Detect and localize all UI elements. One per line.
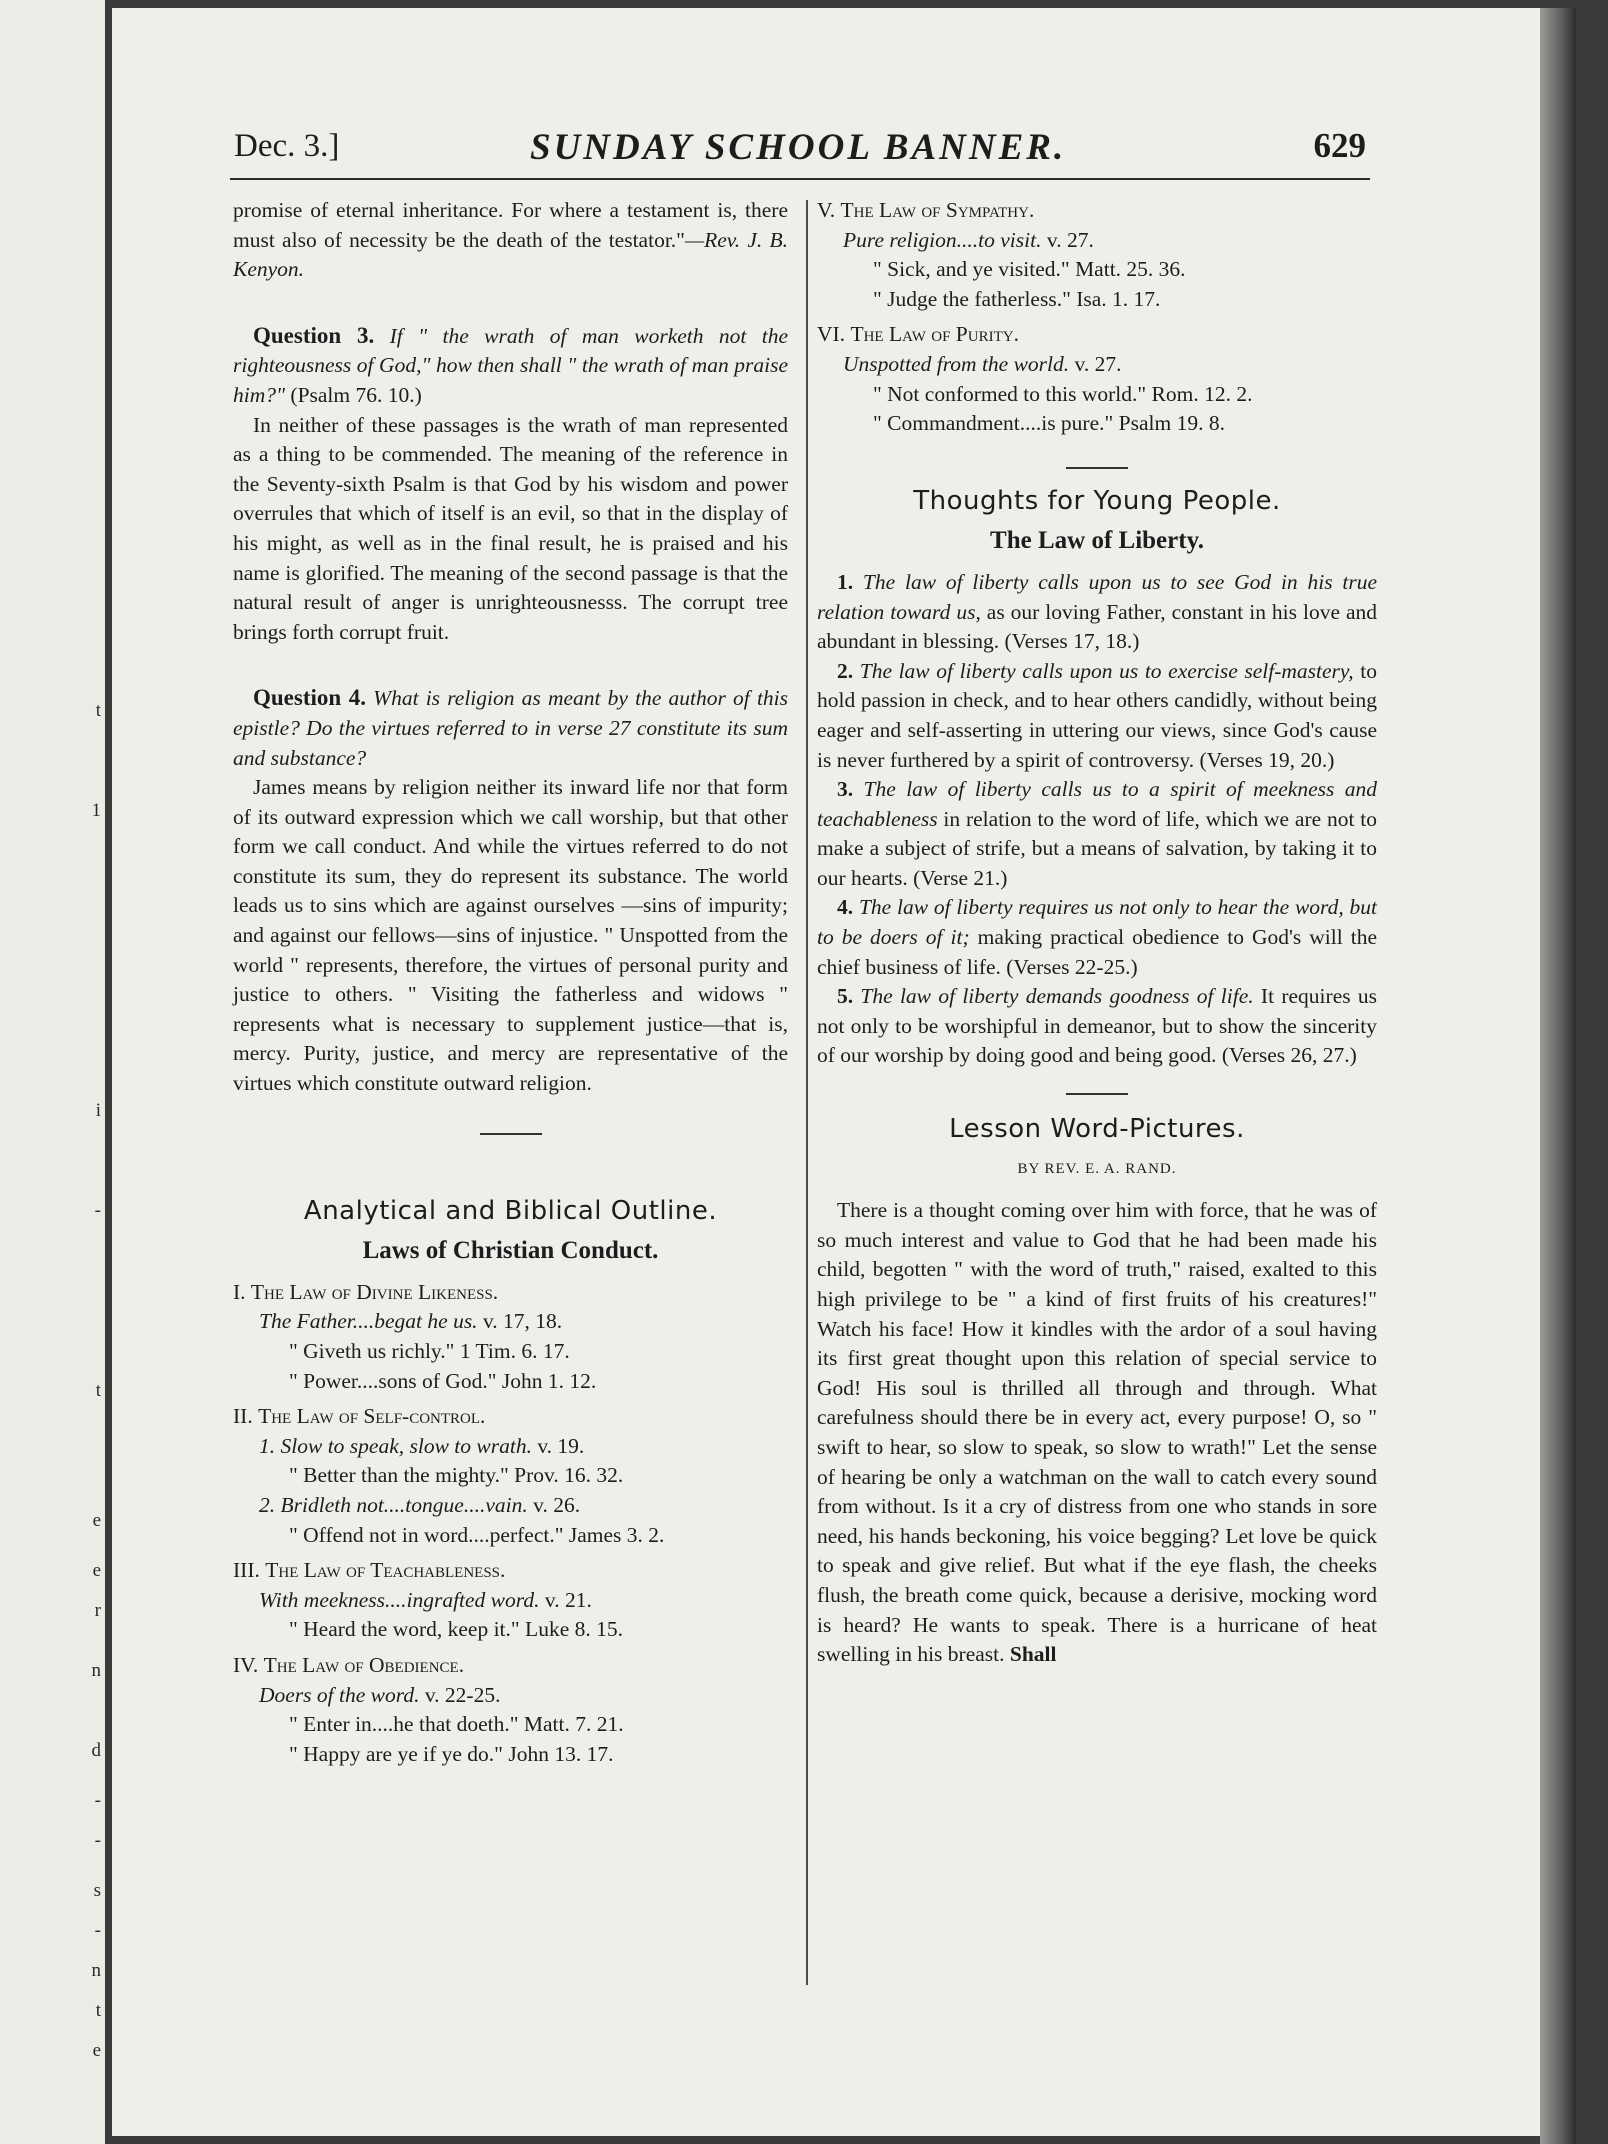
outline-law-name: The Law of Sympathy.	[840, 198, 1035, 222]
margin-character: e	[92, 1510, 101, 1531]
outline-roman-numeral: VI.	[817, 322, 846, 347]
outline-item-text: " Better than the mighty." Prov. 16. 32.	[289, 1463, 624, 1488]
outline-item	[233, 1307, 788, 1337]
thought-italic-text: The law of liberty requires us not only to hear the word, but to be doers of it;	[817, 895, 1378, 950]
outline-list	[233, 1278, 788, 1776]
thought-italic-text: The law of liberty calls upon us to exercise self-mastery,	[859, 658, 1354, 683]
thought-item	[817, 657, 1377, 775]
question-4-text: What is religion as meant by the author of this epistle? Do the virtues referred to in verse 27 constitute its sum and substance?	[233, 686, 789, 770]
thoughts-list	[817, 568, 1377, 1071]
outline-item-text: " Sick, and ye visited." Matt. 25. 36.	[873, 257, 1186, 282]
question-3-text: If " the wrath of man worketh not the righteousness of God," how then shall " the wrath of man praise him?"	[233, 323, 789, 407]
lesson-paragraph	[817, 1196, 1377, 1670]
outline-subtitle: Laws of Christian Conduct.	[362, 1237, 659, 1265]
thought-number: 4.	[837, 895, 854, 920]
thought-number: 3.	[837, 777, 854, 802]
header-title: SUNDAY SCHOOL BANNER.	[530, 127, 1067, 168]
outline-item	[233, 1521, 788, 1551]
thought-item	[817, 982, 1377, 1071]
intro-text: promise of eternal inheritance. For where a testament is, there must also of necessity be the death of the testator."	[233, 198, 788, 252]
outline-law-name: The Law of Self-control.	[258, 1404, 486, 1429]
outline-law-heading	[817, 196, 1377, 226]
outline-law-name: The Law of Obedience.	[263, 1652, 465, 1677]
intro-author: —Rev. J. B. Kenyon.	[233, 227, 788, 282]
outline-item-ref: v. 27.	[1041, 227, 1094, 252]
outline-list-continued	[817, 196, 1377, 445]
outline-law-heading	[233, 1651, 788, 1681]
outline-item-text: " Heard the word, keep it." Luke 8. 15.	[289, 1617, 623, 1642]
header-date: Dec. 3.]	[234, 128, 340, 164]
section-divider	[1066, 1093, 1128, 1095]
outline-item-text: " Power....sons of God." John 1. 12.	[289, 1368, 597, 1393]
margin-character: -	[94, 1790, 101, 1811]
header-rule	[230, 178, 1370, 180]
outline-title: Analytical and Biblical Outline.	[303, 1195, 718, 1226]
margin-character: -	[94, 1200, 101, 1221]
outline-item	[233, 1432, 788, 1462]
thought-rest-text: to hold passion in check, and to hear others candidly, without being eager and self-asserting in uttering our views, since God's cause is never furthered by a spirit of controversy. (Verses 19, 20.)	[817, 658, 1377, 772]
outline-law-heading	[817, 320, 1377, 350]
outline-item	[817, 409, 1377, 439]
thought-italic-text: The law of liberty calls upon us to see God in his true relation toward us,	[817, 569, 1377, 624]
outline-item-ref: v. 22-25.	[419, 1682, 501, 1707]
running-header	[230, 120, 1370, 180]
lesson-end-word: Shall	[1009, 1642, 1057, 1667]
margin-character: -	[94, 1830, 101, 1851]
margin-character: n	[91, 1960, 101, 1981]
question-3-answer: In neither of these passages is the wrath of man represented as a thing to be commended. The meaning of the reference in the Seventy-sixth Psalm is that God by his wisdom and power overrules that which of itself is an evil, so that in the display of his might, as well as in the final result, he is praised and his name is glorified. The meaning of the second passage is that the natural result of anger is unrighteousnesss. The corrupt tree brings forth corrupt fruit.	[233, 412, 788, 644]
outline-item	[233, 1461, 788, 1491]
outline-item	[817, 226, 1377, 256]
section-divider	[1066, 467, 1128, 469]
thought-item	[817, 775, 1377, 893]
outline-item	[233, 1710, 788, 1740]
thought-rest-text: in relation to the word of life, which we are not to make a subject of strife, but a means of salvation, by taking it to our hearts. (Verse 21.)	[817, 806, 1377, 890]
outline-law-heading	[233, 1402, 788, 1432]
outline-item-text: " Commandment....is pure." Psalm 19. 8.	[873, 411, 1225, 436]
thought-number: 5.	[837, 984, 854, 1009]
outline-item	[233, 1367, 788, 1397]
thought-number: 2.	[837, 658, 854, 683]
outline-item	[817, 380, 1377, 410]
page-number: 629	[1313, 126, 1366, 165]
outline-law-name: The Law of Purity.	[850, 322, 1019, 347]
question-4-label: Question 4.	[253, 685, 366, 711]
margin-character: r	[94, 1600, 101, 1621]
thought-rest-text: as our loving Father, constant in his love and abundant in blessing. (Verses 17, 18.)	[817, 599, 1377, 654]
outline-item	[817, 255, 1377, 285]
outline-item-text: Unspotted from the world.	[843, 351, 1070, 376]
left-column	[233, 196, 788, 1775]
outline-roman-numeral: I.	[233, 1279, 246, 1304]
margin-character: t	[95, 1380, 101, 1401]
question-3	[233, 321, 788, 411]
margin-character: -	[94, 1920, 101, 1941]
outline-roman-numeral: V.	[817, 198, 836, 222]
margin-character: n	[91, 1660, 101, 1681]
outline-law-heading	[233, 1278, 788, 1308]
margin-character: i	[95, 1100, 101, 1121]
column-rule	[806, 200, 808, 1985]
outline-item-ref: v. 19.	[531, 1433, 585, 1458]
outline-item	[233, 1681, 788, 1711]
outline-item-text: The Father....begat he us.	[259, 1309, 478, 1334]
outline-law-name: The Law of Divine Likeness.	[250, 1279, 499, 1304]
outline-item-text: " Offend not in word....perfect." James 3. 2.	[289, 1522, 665, 1547]
section-divider	[480, 1133, 542, 1135]
thought-italic-text: The law of liberty demands goodness of life.	[860, 984, 1254, 1009]
margin-character: t	[95, 2000, 101, 2021]
thought-number: 1.	[837, 569, 854, 594]
intro-paragraph	[233, 196, 788, 285]
thought-rest-text: making practical obedience to God's will the chief business of life. (Verses 22-25.)	[817, 925, 1377, 979]
outline-item-text: 1. Slow to speak, slow to wrath.	[259, 1433, 532, 1458]
thought-italic-text: The law of liberty calls us to a spirit of meekness and teachableness	[817, 777, 1378, 831]
question-4	[233, 683, 788, 773]
margin-character: t	[95, 700, 101, 721]
margin-character: 1	[91, 800, 101, 821]
margin-character: e	[92, 2040, 101, 2061]
outline-item-ref: v. 27.	[1069, 351, 1122, 376]
outline-item	[233, 1491, 788, 1521]
outline-item-ref: v. 26.	[527, 1492, 581, 1517]
outline-law-name: The Law of Teachableness.	[265, 1558, 506, 1583]
outline-item	[817, 350, 1377, 380]
lesson-text: There is a thought coming over him with force, that he was of so much interest and value to God that he had been made his child, begotten " with the word of truth," raised, exalted to this high privilege to be " a kind of first fruits of his creatures!" Watch his face! How it kindles with the ardor of a soul having its first great thought upon this relation of special service to God! His soul is thrilled all through and through. What carefulness should there be in every act, every purpose! O, so " swift to hear, so slow to speak, so slow to wrath!" Let the sense of hearing be only a watchman on the wall to catch every sound from without. Is it a cry of distress from one who stands in sore need, his hands beckoning, his voice begging? Let love be quick to speak and give relief. But what if the eye flash, the cheeks flush, the breath come quick, because a derisive, mocking word is heard? He wants to speak. There is a hurricane of heat swelling in his breast.	[817, 1198, 1377, 1667]
thought-item	[817, 568, 1377, 657]
outline-roman-numeral: III.	[233, 1558, 260, 1583]
outline-item-ref: v. 21.	[539, 1587, 592, 1612]
outline-roman-numeral: IV.	[233, 1652, 259, 1677]
lesson-title: Lesson Word-Pictures.	[949, 1114, 1245, 1145]
outline-item-text: " Happy are ye if ye do." John 13. 17.	[289, 1741, 614, 1766]
outline-item	[233, 1337, 788, 1367]
outline-item	[233, 1615, 788, 1645]
adjacent-page-sliver	[0, 0, 105, 2144]
question-3-label: Question 3.	[253, 322, 375, 348]
question-3-ref: (Psalm 76. 10.)	[290, 382, 422, 407]
outline-item-text: 2. Bridleth not....tongue....vain.	[259, 1492, 528, 1517]
outline-item-text: " Giveth us richly." 1 Tim. 6. 17.	[289, 1339, 570, 1363]
thoughts-title: Thoughts for Young People.	[913, 485, 1281, 516]
outline-item-text: Doers of the word.	[259, 1682, 420, 1707]
outline-item-text: Pure religion....to visit.	[843, 227, 1042, 252]
thoughts-subtitle: The Law of Liberty.	[990, 527, 1204, 555]
outline-item	[233, 1740, 788, 1770]
outline-roman-numeral: II.	[233, 1404, 253, 1429]
outline-item-text: " Judge the fatherless." Isa. 1. 17.	[873, 286, 1161, 311]
outline-item	[817, 285, 1377, 315]
outline-item-ref: v. 17, 18.	[477, 1309, 563, 1334]
question-4-answer: James means by religion neither its inward life nor that form of its outward expression which we call worship, but that other form we call conduct. And while the virtues referred to do not constitute its sum, they do represent its substance. The world leads us to sins which are against ourselves —sins of impurity; and against our fellows—sins of injustice. " Unspotted from the world " represents, therefore, the virtues of personal purity and justice to others. " Visiting the fatherless and widows " represents what is necessary to supplement justice—that is, mercy. Purity, justice, and mercy are representative of the virtues which constitute outward religion.	[233, 775, 788, 1096]
lesson-byline: BY REV. E. A. RAND.	[1017, 1160, 1177, 1177]
outline-law-heading	[233, 1556, 788, 1586]
margin-character: s	[93, 1880, 101, 1901]
outline-item-text: " Not conformed to this world." Rom. 12. 2.	[873, 381, 1253, 406]
outline-item-text: " Enter in....he that doeth." Matt. 7. 21.	[289, 1712, 624, 1737]
right-column	[817, 196, 1377, 1670]
thought-item	[817, 893, 1377, 982]
outline-item-text: With meekness....ingrafted word.	[259, 1587, 540, 1612]
page-edge-shadow	[1540, 8, 1576, 2144]
thought-rest-text: It requires us not only to be worshipful in demeanor, but to show the sincerity of our worship by doing good and being good. (Verses 26, 27.)	[817, 984, 1378, 1068]
margin-character: d	[91, 1740, 101, 1761]
outline-item	[233, 1586, 788, 1616]
margin-character: e	[92, 1560, 101, 1581]
